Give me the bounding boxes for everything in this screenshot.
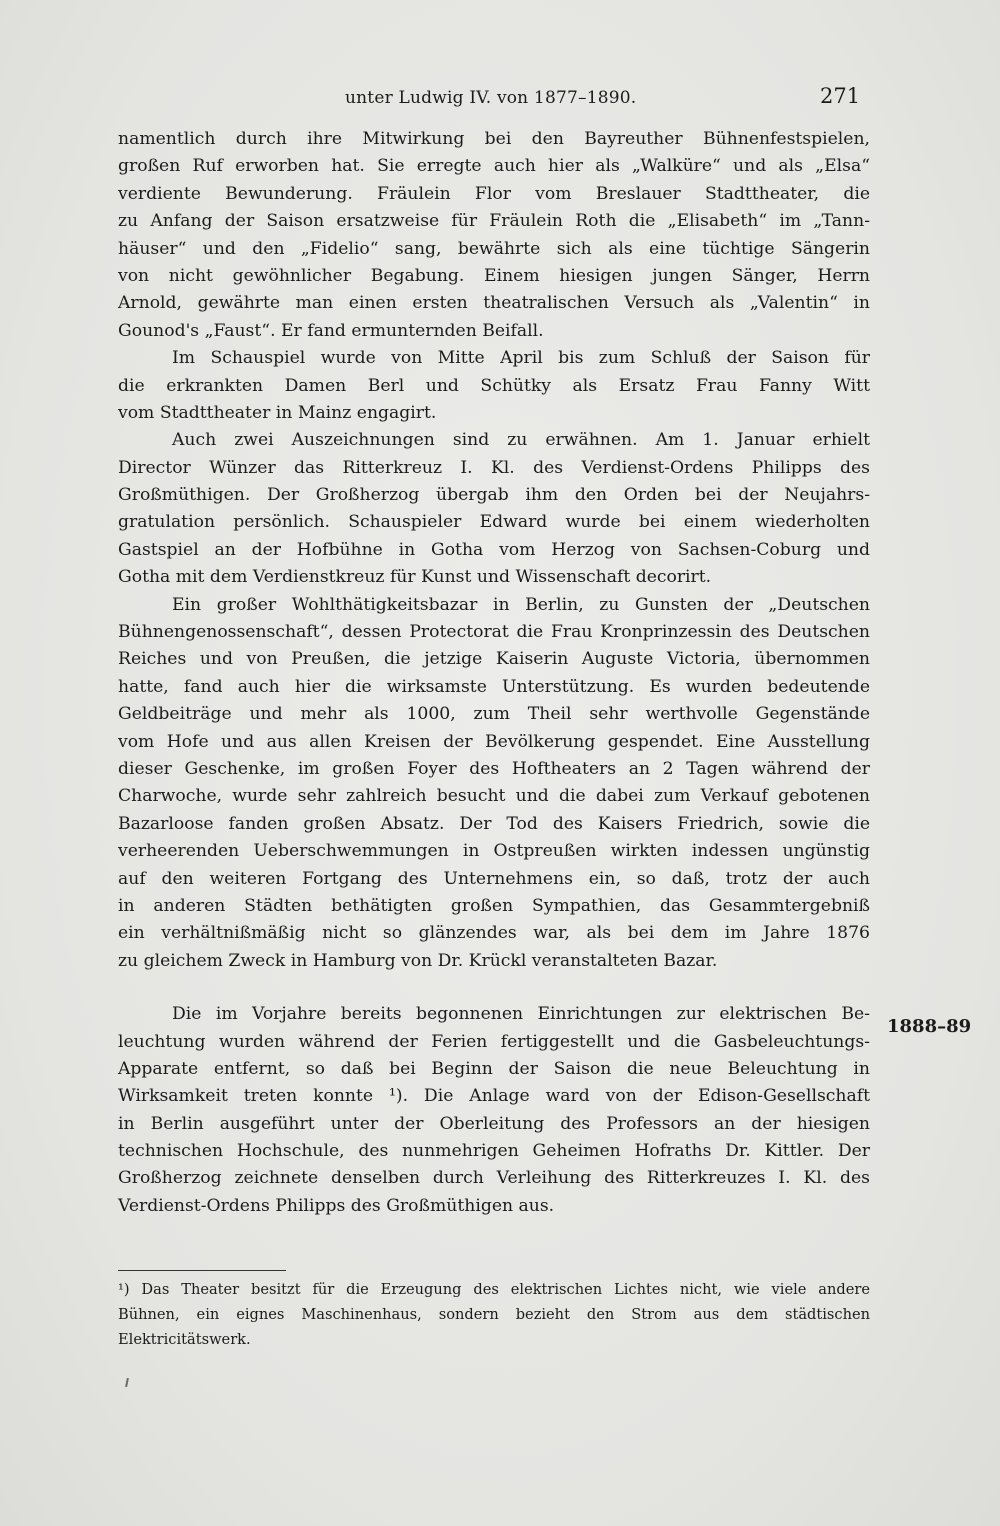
- text-line: Gotha mit dem Verdienstkreuz für Kunst und Wissenschaft decorirt.: [118, 567, 712, 588]
- text-line: zu Anfang der Saison ersatzweise für Fräulein Roth die „Elisabeth“ im „Tann-: [118, 211, 870, 232]
- text-line: Charwoche, wurde sehr zahlreich besucht und die dabei zum Verkauf gebotenen: [118, 786, 870, 807]
- page-number: 271: [820, 84, 861, 108]
- text-line: Arnold, gewährte man einen ersten theatralischen Versuch als „Valentin“ in: [118, 293, 870, 314]
- text-line: ein verhältnißmäßig nicht so glänzendes war, als bei dem im Jahre 1876: [118, 923, 870, 944]
- text-line: Großmüthigen. Der Großherzog übergab ihm den Orden bei der Neujahrs-: [118, 485, 870, 506]
- body-text: [118, 126, 870, 1220]
- text-line: Verdienst-Ordens Philipps des Großmüthigen aus.: [118, 1195, 555, 1216]
- text-line: Bazarloose fanden großen Absatz. Der Tod des Kaisers Friedrich, sowie die: [118, 813, 870, 834]
- footnotes: [118, 1277, 870, 1352]
- text-line: vom Stadttheater in Mainz engagirt.: [118, 402, 437, 423]
- text-line: in Berlin ausgeführt unter der Oberleitung des Professors an der hiesigen: [118, 1113, 870, 1134]
- text-line: gratulation persönlich. Schauspieler Edward wurde bei einem wiederholten: [118, 512, 870, 533]
- text-line: Auch zwei Auszeichnungen sind zu erwähnen. Am 1. Januar erhielt: [172, 430, 870, 451]
- text-line: in anderen Städten bethätigten großen Sympathien, das Gesammtergebniß: [118, 895, 870, 916]
- text-line: Gastspiel an der Hofbühne in Gotha vom Herzog von Sachsen-Coburg und: [118, 539, 870, 560]
- section-gap: [118, 975, 870, 1001]
- running-title: unter Ludwig IV. von 1877–1890.: [345, 88, 637, 108]
- text-line: Gounod's „Faust“. Er fand ermunternden Beifall.: [118, 320, 544, 341]
- ink-speck: [125, 1378, 129, 1387]
- text-line: Director Wünzer das Ritterkreuz I. Kl. des Verdienst-Ordens Philipps des: [118, 457, 870, 478]
- text-line: dieser Geschenke, im großen Foyer des Hoftheaters an 2 Tagen während der: [118, 758, 870, 779]
- text-line: von nicht gewöhnlicher Begabung. Einem hiesigen jungen Sänger, Herrn: [118, 265, 870, 286]
- text-line: Reiches und von Preußen, die jetzige Kaiserin Auguste Victoria, übernommen: [118, 649, 870, 670]
- text-line: zu gleichem Zweck in Hamburg von Dr. Krückl veranstalteten Bazar.: [118, 950, 718, 971]
- text-line: verdiente Bewunderung. Fräulein Flor vom Breslauer Stadttheater, die: [118, 183, 870, 204]
- text-line: Bühnengenossenschaft“, dessen Protectorat die Frau Kronprinzessin des Deutschen: [118, 622, 870, 643]
- margin-note-years: 1888–89: [887, 1016, 972, 1037]
- text-line: Die im Vorjahre bereits begonnenen Einrichtungen zur elektrischen Be-: [172, 1004, 870, 1025]
- text-line: Geldbeiträge und mehr als 1000, zum Theil sehr werthvolle Gegenstände: [118, 704, 870, 725]
- text-line: Apparate entfernt, so daß bei Beginn der Saison die neue Beleuchtung in: [118, 1058, 870, 1079]
- text-line: Wirksamkeit treten konnte ¹). Die Anlage ward von der Edison-Gesellschaft: [118, 1086, 870, 1107]
- text-line: Großherzog zeichnete denselben durch Verleihung des Ritterkreuzes I. Kl. des: [118, 1168, 870, 1189]
- text-line: die erkrankten Damen Berl und Schütky als Ersatz Frau Fanny Witt: [118, 375, 870, 396]
- text-line: leuchtung wurden während der Ferien fertiggestellt und die Gasbeleuchtungs-: [118, 1031, 870, 1052]
- text-line: auf den weiteren Fortgang des Unternehmens ein, so daß, trotz der auch: [118, 868, 870, 889]
- page-header: [0, 84, 1000, 114]
- text-line: Ein großer Wohlthätigkeitsbazar in Berlin, zu Gunsten der „Deutschen: [172, 594, 870, 615]
- footnote-line: Bühnen, ein eignes Maschinenhaus, sondern bezieht den Strom aus dem städtischen: [118, 1306, 870, 1323]
- text-line: Im Schauspiel wurde von Mitte April bis zum Schluß der Saison für: [172, 348, 870, 369]
- text-line: verheerenden Ueberschwemmungen in Ostpreußen wirkten indessen ungünstig: [118, 841, 870, 862]
- text-line: namentlich durch ihre Mitwirkung bei den Bayreuther Bühnenfestspielen,: [118, 129, 870, 149]
- text-line: häuser“ und den „Fidelio“ sang, bewährte sich als eine tüchtige Sängerin: [118, 238, 870, 259]
- footnote-line: ¹) Das Theater besitzt für die Erzeugung des elektrischen Lichtes nicht, wie viele andere: [118, 1281, 870, 1298]
- footnote-divider: [118, 1270, 286, 1271]
- footnote-line: Elektricitätswerk.: [118, 1331, 251, 1348]
- text-line: großen Ruf erworben hat. Sie erregte auch hier als „Walküre“ und als „Elsa“: [118, 156, 870, 177]
- text-line: technischen Hochschule, des nunmehrigen Geheimen Hofraths Dr. Kittler. Der: [118, 1141, 870, 1162]
- text-line: vom Hofe und aus allen Kreisen der Bevölkerung gespendet. Eine Ausstellung: [118, 731, 870, 752]
- text-line: hatte, fand auch hier die wirksamste Unterstützung. Es wurden bedeutende: [118, 676, 870, 697]
